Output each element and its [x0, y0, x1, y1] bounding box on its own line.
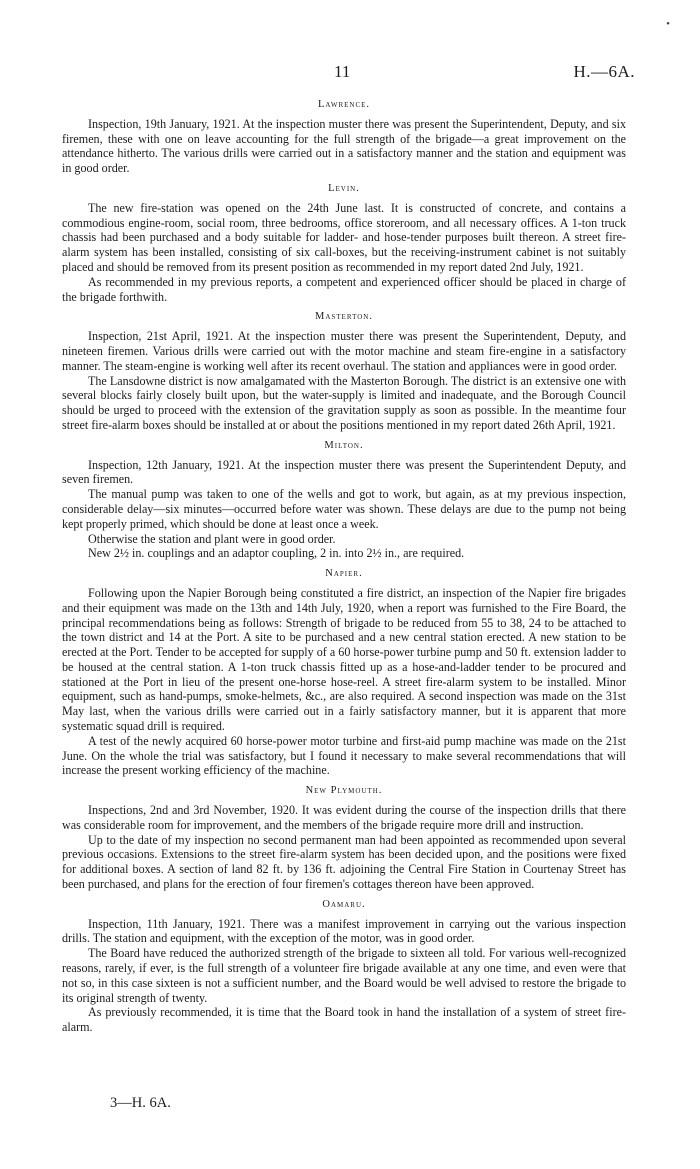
section-heading: Masterton.: [315, 311, 373, 323]
document-reference: H.—6A.: [573, 62, 635, 81]
section-paragraph: As previously recommended, it is time that the Board took in hand the installation of a system of street fire-alarm.: [62, 1005, 626, 1035]
section-paragraph: The Board have reduced the authorized strength of the brigade to sixteen all told. For various well-recognized reasons, rarely, if ever, is the full strength of a volunteer fire brigade available at any one time, and even were that not so, in this case sixteen is not a sufficient number, and the Board would be well advised to restore the brigade to its original strength of twenty.: [62, 946, 626, 1005]
section-heading: New Plymouth.: [305, 785, 383, 797]
section-paragraph: The Lansdowne district is now amalgamated with the Masterton Borough. The district is an extensive one with several blocks fairly closely built upon, but the water-supply is limited and inadequate, and the Borough Council should be urged to proceed with the extension of the gravitation supply as soon as possible. In the meantime four street fire-alarm boxes should be installed at or about the positions mentioned in my report dated 26th April, 1921.: [62, 373, 626, 432]
section-paragraph: Otherwise the station and plant were in good order.: [88, 531, 336, 546]
report-section: [62, 784, 626, 892]
report-section: [62, 310, 626, 432]
section-heading: Levin.: [328, 182, 360, 194]
section-heading: Milton.: [324, 439, 364, 451]
section-paragraph: The manual pump was taken to one of the wells and got to work, but again, as at my previous inspection, considerable delay—six minutes—occurred before water was shown. These delays are due to the pump not being kept properly primed, which should be done at least once a week.: [62, 487, 626, 531]
corner-mark: •: [666, 18, 670, 30]
section-paragraph: Inspections, 2nd and 3rd November, 1920. It was evident during the course of the inspection drills that there was considerable room for improvement, and the members of the brigade require more drill and instruction.: [62, 803, 626, 832]
section-paragraph: Up to the date of my inspection no second permanent man had been appointed as recommended upon several previous occasions. Extensions to the street fire-alarm system has been decided upon, and the positions were fixed for additional boxes. A section of land 82 ft. by 136 ft. adjoining the Central Fire Station in Courtenay Street has been purchased, and plans for the erection of four firemen's cottages thereon have been approved.: [62, 832, 626, 892]
report-section: [62, 567, 626, 778]
footer-signature-ref: 3—H. 6A.: [110, 1095, 171, 1111]
report-section: [62, 98, 626, 176]
section-paragraph: As recommended in my previous reports, a competent and experienced officer should be placed in charge of the brigade forthwith.: [62, 274, 626, 304]
report-section: [62, 898, 626, 1035]
page-number: 11: [334, 62, 351, 81]
report-section: [62, 182, 626, 304]
section-paragraph: Inspection, 21st April, 1921. At the inspection muster there was present the Superintendent, Deputy, and nineteen firemen. Various drills were carried out with the motor machine and steam fire-engine in a satisfactory manner. The steam-engine is working well after its recent overhaul. The station and appliances were in good order.: [62, 329, 626, 373]
section-paragraph: The new fire-station was opened on the 24th June last. It is constructed of concrete, and contains a commodious engine-room, social room, three bedrooms, office storeroom, and all necessary offices. A 1-ton truck chassis had been purchased and a body suitable for ladder- and hose-tender purposes built thereon. A street fire-alarm system has been installed, consisting of six call-boxes, but the receiving-instrument cabinet is not suitably placed and should be removed from its present position as recommended in my report dated 2nd July, 1921.: [62, 200, 626, 274]
page-header: [0, 62, 700, 84]
section-heading: Lawrence.: [317, 99, 371, 110]
section-paragraph: A test of the newly acquired 60 horse-power motor turbine and first-aid pump machine was made on the 21st June. On the whole the trial was satisfactory, but I found it necessary to make several recommendations that will increase the present working efficiency of the machine.: [62, 733, 626, 778]
section-paragraph: Inspection, 11th January, 1921. There was a manifest improvement in carrying out the various inspection drills. The station and equipment, with the exception of the motor, was in good order.: [62, 916, 626, 946]
report-section: [62, 439, 626, 561]
section-paragraph: Following upon the Napier Borough being constituted a fire district, an inspection of the Napier fire brigades and their equipment was made on the 13th and 14th July, 1920, when a report was furnished to the Fire Board, the principal recommendations being as follows: Strength of brigade to be reduced from 55 to 38, 24 to be attached to the town district and 14 at the Port. A site to be purchased and a new central station erected. A new station to be erected at the Port. Tender to be accepted for supply of a 60 horse-power turbine pump and 50 ft. extension ladder to be housed at the central station. A 1-ton truck chassis fitted up as a hose-and-ladder tender to be procured and stationed at the Port in lieu of the present one-horse hose-reel. A street fire-alarm system to be installed. Minor equipment, such as hand-pumps, smoke-helmets, &c., are also required. A second inspection was made on the 31st May last, when the various drills were carried out in a fairly satisfactory manner, but it is apparent that more systematic squad drill is required.: [62, 585, 626, 734]
section-paragraph: New 2½ in. couplings and an adaptor coupling, 2 in. into 2½ in., are required.: [88, 546, 465, 561]
section-paragraph: Inspection, 12th January, 1921. At the inspection muster there was present the Superintendent Deputy, and seven firemen.: [62, 457, 626, 487]
section-paragraph: Inspection, 19th January, 1921. At the inspection muster there was present the Superintendent, Deputy, and six firemen, these with one on leave accounting for the full strength of the brigade—a great improvement on the attendance hitherto. The various drills were carried out in a satisfactory manner and the station and equipment was in good order.: [62, 116, 626, 176]
report-body: [62, 98, 626, 1041]
section-heading: Napier.: [325, 568, 363, 580]
section-heading: Oamaru.: [322, 898, 366, 910]
